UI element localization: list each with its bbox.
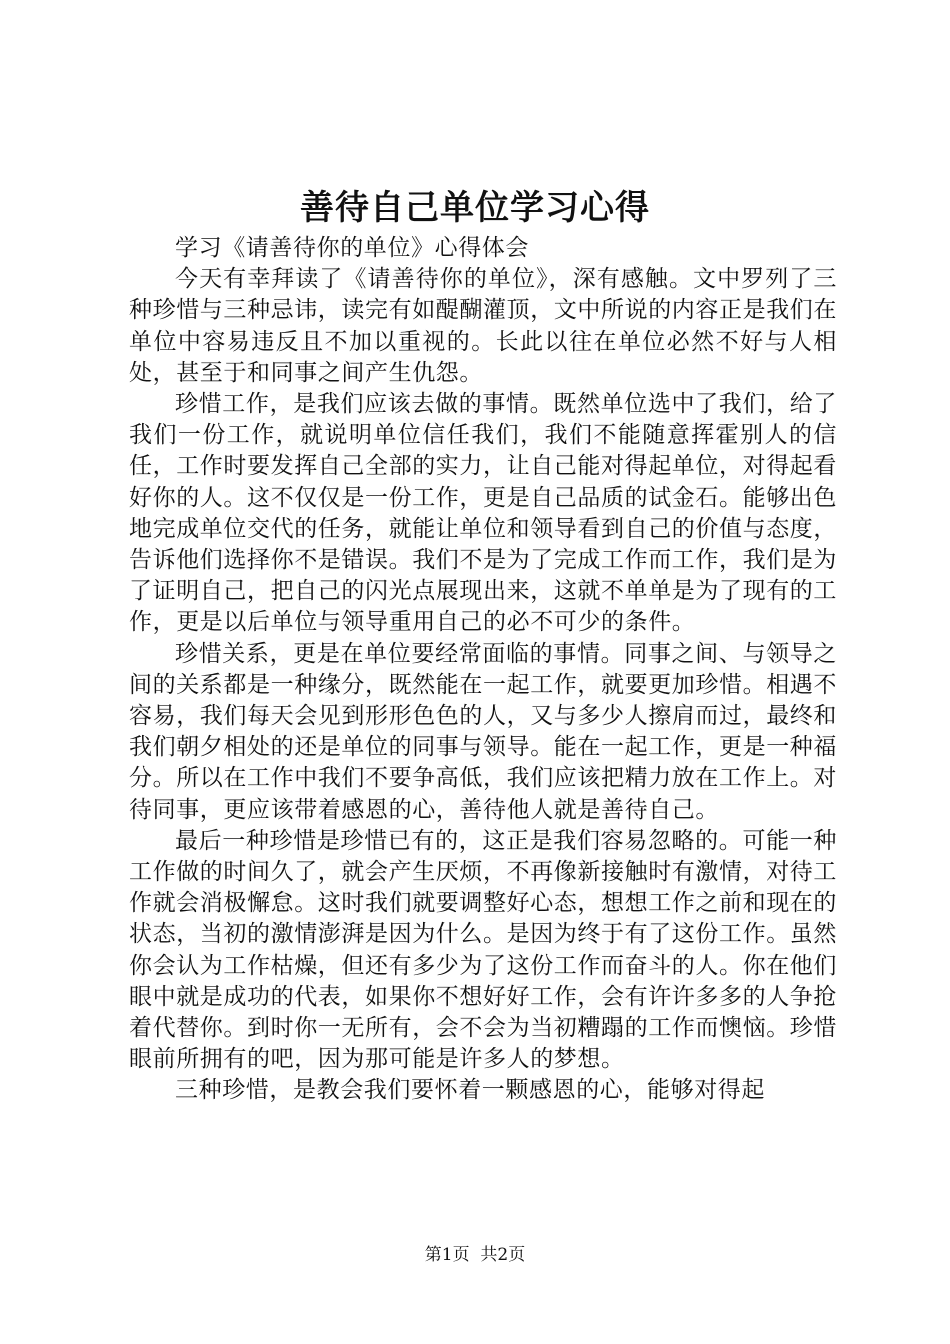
document-title: 善待自己单位学习心得 xyxy=(300,188,650,228)
page-total: 共2页 xyxy=(480,1245,526,1265)
document-body xyxy=(129,233,837,1107)
body-paragraph: 珍惜关系，更是在单位要经常面临的事情。同事之间、与领导之间的关系都是一种缘分，既然能在一起工作，就要更加珍惜。相遇不容易，我们每天会见到形形色色的人，又与多少人擦肩而过，最终和我们朝夕相处的还是单位的同事与领导。能在一起工作，更是一种福分。所以在工作中我们不要争高低，我们应该把精力放在工作上。对待同事，更应该带着感恩的心，善待他人就是善待自己。 xyxy=(129,640,837,823)
body-paragraph: 珍惜工作，是我们应该去做的事情。既然单位选中了我们，给了我们一份工作，就说明单位信任我们，我们不能随意挥霍别人的信任，工作时要发挥自己全部的实力，让自己能对得起单位，对得起看好你的人。这不仅仅是一份工作，更是自己品质的试金石。能够出色地完成单位交代的任务，就能让单位和领导看到自己的价值与态度，告诉他们选择你不是错误。我们不是为了完成工作而工作，我们是为了证明自己，把自己的闪光点展现出来，这就不单单是为了现有的工作，更是以后单位与领导重用自己的必不可少的条件。 xyxy=(129,391,837,636)
body-paragraph: 三种珍惜，是教会我们要怀着一颗感恩的心，能够对得起 xyxy=(175,1077,765,1104)
footer-separator xyxy=(470,1245,481,1265)
page-footer xyxy=(0,1243,950,1267)
page-number: 第1页 xyxy=(424,1245,470,1265)
subtitle-paragraph: 学习《请善待你的单位》心得体会 xyxy=(175,235,529,261)
body-paragraph: 今天有幸拜读了《请善待你的单位》，深有感触。文中罗列了三种珍惜与三种忌讳，读完有如醍醐灌顶，文中所说的内容正是我们在单位中容易违反且不加以重视的。长此以往在单位必然不好与人相处，甚至于和同事之间产生仇怨。 xyxy=(129,266,837,386)
body-paragraph: 最后一种珍惜是珍惜已有的，这正是我们容易忽略的。可能一种工作做的时间久了，就会产生厌烦，不再像新接触时有激情，对待工作就会消极懈怠。这时我们就要调整好心态，想想工作之前和现在的状态，当初的激情澎湃是因为什么。是因为终于有了这份工作。虽然你会认为工作枯燥，但还有多少为了这份工作而奋斗的人。你在他们眼中就是成功的代表，如果你不想好好工作，会有许许多多的人争抢着代替你。到时你一无所有，会不会为当初糟蹋的工作而懊恼。珍惜眼前所拥有的吧，因为那可能是许多人的梦想。 xyxy=(129,827,837,1073)
